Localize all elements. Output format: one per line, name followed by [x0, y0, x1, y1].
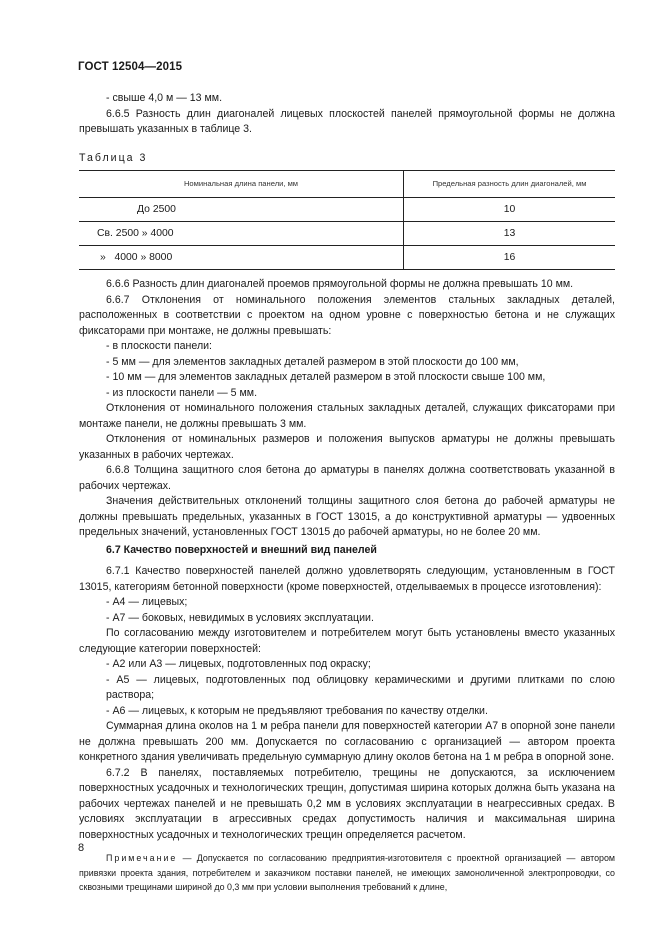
- paragraph-cover-deviation: Значения действительных отклонений толщины защитного слоя бетона до рабочей арматуры не должны превышать предельных, указанных в ГОСТ 13015, а до конструктивной арматуры — удвоенных предельных значений, установленных ГОСТ 13015 до рабочей арматуры, но не более 20 мм.: [79, 495, 615, 538]
- cell-diff: 16: [404, 246, 616, 270]
- document-body: [79, 91, 615, 895]
- paragraph-6-7-2: 6.7.2 В панелях, поставляемых потребителю, трещины не допускаются, за исключением поверхностных усадочных и технологических трещин, допустимая ширина которых должна быть указана на рабочих чертежах панелей и не превышать 0,2 мм в условиях эксплуатации в неагрессивных средах. В условиях эксплуатации в агрессивных средах допустимость наличия и максимальная ширина поверхностных усадочных и технологических трещин определяется расчетом.: [79, 766, 615, 841]
- list-item: - А6 — лицевых, к которым не предъявляют требования по качеству отделки.: [106, 704, 488, 717]
- list-item: - А5 — лицевых, подготовленных под облицовку керамическими и другими плитками по слою раствора;: [106, 673, 615, 701]
- paragraph-rebar-outlets: Отклонения от номинальных размеров и положения выпусков арматуры не должны превышать указанных в рабочих чертежах.: [79, 433, 615, 461]
- cell-length: До 2500: [79, 198, 404, 222]
- list-item: - из плоскости панели — 5 мм.: [106, 386, 258, 399]
- list-item: - А2 или А3 — лицевых, подготовленных под окраску;: [106, 658, 371, 670]
- table-row: [79, 198, 615, 222]
- list-item: - в плоскости панели:: [106, 340, 212, 352]
- paragraph-6-6-6: 6.6.6 Разность длин диагоналей проемов прямоугольной формы не должна превышать 10 мм.: [106, 278, 574, 290]
- paragraph-6-7-1: 6.7.1 Качество поверхностей панелей должно удовлетворять следующим, установленным в ГОСТ 13015, категориям бетонной поверхности (кроме поверхностей, отделываемых в процессе изготовления):: [79, 565, 615, 593]
- column-header-diagonal-diff: Предельная разность длин диагоналей, мм: [404, 171, 616, 198]
- table-header-row: [79, 171, 615, 198]
- list-item: - А4 — лицевых;: [106, 596, 188, 608]
- table-3: [79, 170, 615, 270]
- paragraph-chipping: Суммарная длина околов на 1 м ребра панели для поверхностей категории А7 в опорной зоне панели не должна превышать 200 мм. Допускается по согласованию с организацией — автором проекта конкретного здания увеличивать предельную суммарную длину околов бетона на 1 м ребра в опорной зоне.: [79, 720, 615, 763]
- cell-diff: 10: [404, 198, 616, 222]
- section-heading-6-7: 6.7 Качество поверхностей и внешний вид панелей: [106, 543, 377, 556]
- paragraph-agreement: По согласованию между изготовителем и потребителем могут быть установлены вместо указанных следующие категории поверхностей:: [79, 627, 615, 655]
- table-caption: Таблица 3: [79, 151, 148, 164]
- table-row: [79, 246, 615, 270]
- list-item: - 5 мм — для элементов закладных деталей размером в этой плоскости до 100 мм,: [106, 355, 519, 368]
- list-item: - свыше 4,0 м — 13 мм.: [106, 92, 223, 104]
- table-row: [79, 222, 615, 246]
- list-item: - 10 мм — для элементов закладных деталей размером в этой плоскости свыше 100 мм,: [106, 371, 546, 383]
- note-paragraph: [79, 851, 615, 895]
- paragraph-fixators: Отклонения от номинального положения стальных закладных деталей, служащих фиксаторами при монтаже панели, не должны превышать 3 мм.: [79, 402, 615, 430]
- cell-length: Св. 2500 » 4000: [79, 222, 404, 246]
- note-text: — Допускается по согласованию предприятия-изготовителя с проектной организацией — автором привязки проекта здания, потребителем и заказчиком поставки панелей, не имеющих замоноличенной электропроводки, со сквозными трещинами шириной до 0,3 мм при условии выполнения требований к длине,: [79, 853, 615, 892]
- list-item: - А7 — боковых, невидимых в условиях эксплуатации.: [106, 611, 374, 624]
- cell-diff: 13: [404, 222, 616, 246]
- paragraph-6-6-8: 6.6.8 Толщина защитного слоя бетона до арматуры в панелях должна соответствовать указанной в рабочих чертежах.: [79, 464, 615, 492]
- column-header-length: Номинальная длина панели, мм: [79, 171, 404, 198]
- note-label: Примечание: [106, 853, 178, 863]
- cell-length: » 4000 » 8000: [79, 246, 404, 270]
- paragraph-6-6-7: 6.6.7 Отклонения от номинального положения элементов стальных закладных деталей, расположенных в соответствии с проектом на одном уровне с поверхностью бетона и не служащих фиксаторами при монтаже, не должны превышать:: [79, 293, 615, 337]
- page-header-standard-number: ГОСТ 12504—2015: [78, 61, 183, 73]
- paragraph-6-6-5: 6.6.5 Разность длин диагоналей лицевых плоскостей панелей прямоугольной формы не должна превышать указанных в таблице 3.: [79, 107, 615, 135]
- page-number: 8: [78, 842, 85, 854]
